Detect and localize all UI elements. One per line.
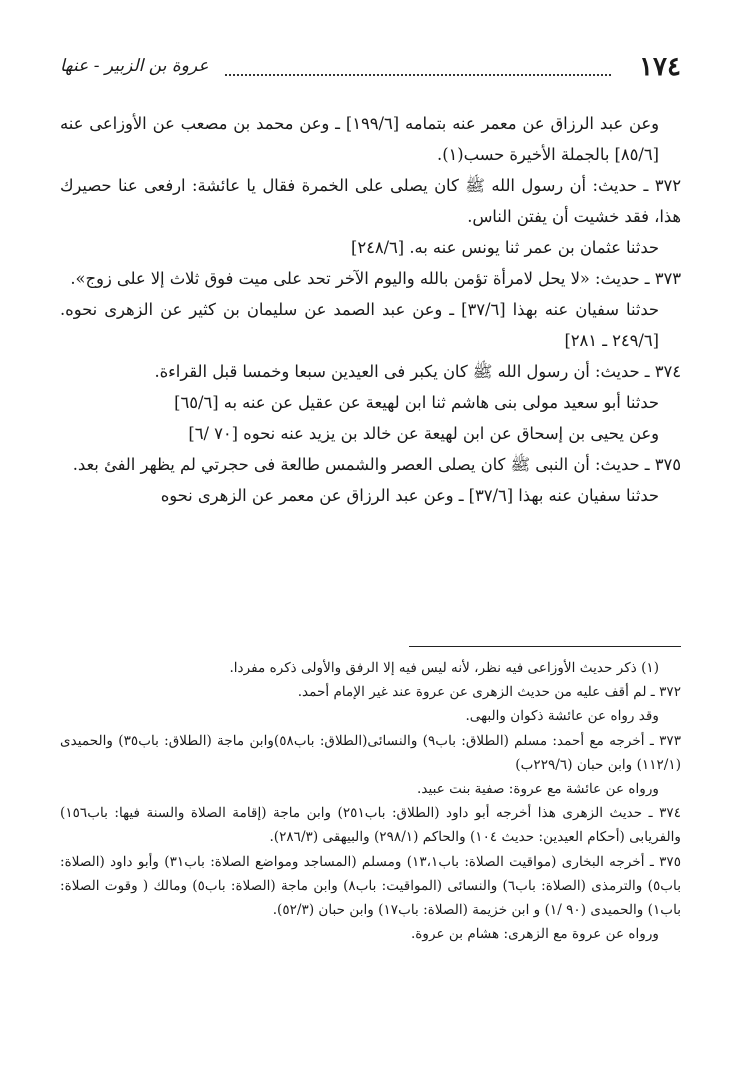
footnotes	[60, 656, 681, 946]
hadith-374-chain-1: حدثنا أبو سعيد مولى بنى هاشم ثنا ابن لهيعة عن عقيل عن عنه به [٦٥/٦]	[174, 393, 659, 412]
main-text	[60, 108, 681, 511]
hadith-372-text: ٣٧٢ ـ حديث: أن رسول الله ﷺ كان يصلى على الخمرة فقال يا عائشة: ارفعى عنا حصيرك هذا، فقد خشيت أن يفتن الناس.	[60, 176, 681, 226]
note-375: ٣٧٥ ـ أخرجه البخارى (مواقيت الصلاة: باب١٣،١) ومسلم (المساجد ومواضع الصلاة: باب٣١) وأبو داود (الصلاة: باب٥) والترمذى (الصلاة: باب٦) والنسائى (المواقيت: باب٨) وابن ماجة (الصلاة: باب٥) ومالك ( وقوت الصلاة: باب١) والحميدى (٩٠ /١) و ابن خزيمة (الصلاة: باب١٧) وابن حبان (٥٢/٣).	[60, 853, 682, 919]
note-373-extra: ورواه عن عائشة مع عروة: صفية بنت عبيد.	[417, 781, 659, 798]
header-title: عروة بن الزبير - عنها	[60, 56, 209, 76]
running-header	[60, 52, 681, 88]
hadith-375-chain: حدثنا سفيان عنه بهذا [٣٧/٦] ـ وعن عبد الرزاق عن معمر عن الزهرى نحوه	[160, 486, 659, 505]
note-375-extra: ورواه عن عروة مع الزهرى: هشام بن عروة.	[410, 926, 659, 943]
hadith-373-text: ٣٧٣ ـ حديث: «لا يحل لامرأة تؤمن بالله واليوم الآخر تحد على ميت فوق ثلاث إلا على زوج».	[70, 269, 681, 288]
note-374: ٣٧٤ ـ حديث الزهرى هذا أخرجه أبو داود (الطلاق: باب٢٥١) وابن ماجة (إقامة الصلاة والسنة فيها: باب١٥٦) والفريابى (أحكام العيدين: حديث ١٠٤) والحاكم (٢٩٨/١) والبيهقى (٢٨٦/٣).	[60, 805, 681, 846]
note-372-extra: وقد رواه عن عائشة ذكوان والبهى.	[465, 708, 659, 725]
hadith-373-chain: حدثنا سفيان عنه بهذا [٣٧/٦] ـ وعن عبد الصمد عن سليمان بن كثير عن الزهرى نحوه. [٢٤٩/٦ ـ ٢٨١]	[60, 300, 660, 350]
hadith-375-text: ٣٧٥ ـ حديث: أن النبى ﷺ كان يصلى العصر والشمس طالعة فى حجرتي لم يظهر الفئ بعد.	[72, 455, 681, 474]
footnote-1: (١) ذكر حديث الأوزاعى فيه نظر، لأنه ليس فيه إلا الرفق والأولى ذكره مفردا.	[229, 660, 659, 676]
note-372: ٣٧٢ ـ لم أقف عليه من حديث الزهرى عن عروة عند غير الإمام أحمد.	[297, 684, 681, 701]
hadith-374-chain-2: وعن يحيى بن إسحاق عن ابن لهيعة عن خالد بن يزيد عنه نحوه [٧٠ /٦]	[188, 424, 659, 443]
note-373: ٣٧٣ ـ أخرجه مع أحمد: مسلم (الطلاق: باب٩) والنسائى(الطلاق: باب٥٨)وابن ماجة (الطلاق: باب٣٥) والحميدى (١١٢/١) وابن حبان (٢٢٩/٦ب)	[60, 732, 681, 773]
paragraph-continuation: وعن عبد الرزاق عن معمر عنه بتمامه [١٩٩/٦] ـ وعن محمد بن مصعب عن الأوزاعى عنه [٨٥/٦] بالجملة الأخيرة حسب(١).	[60, 114, 659, 164]
hadith-374-text: ٣٧٤ ـ حديث: أن رسول الله ﷺ كان يكبر فى العيدين سبعا وخمسا قبل القراءة.	[154, 362, 681, 381]
header-dotted-leader	[225, 74, 611, 76]
footnote-separator	[409, 646, 681, 647]
hadith-372-chain: حدثنا عثمان بن عمر ثنا يونس عنه به. [٢٤٨/٦]	[350, 238, 659, 257]
page-number: ١٧٤	[639, 52, 681, 82]
